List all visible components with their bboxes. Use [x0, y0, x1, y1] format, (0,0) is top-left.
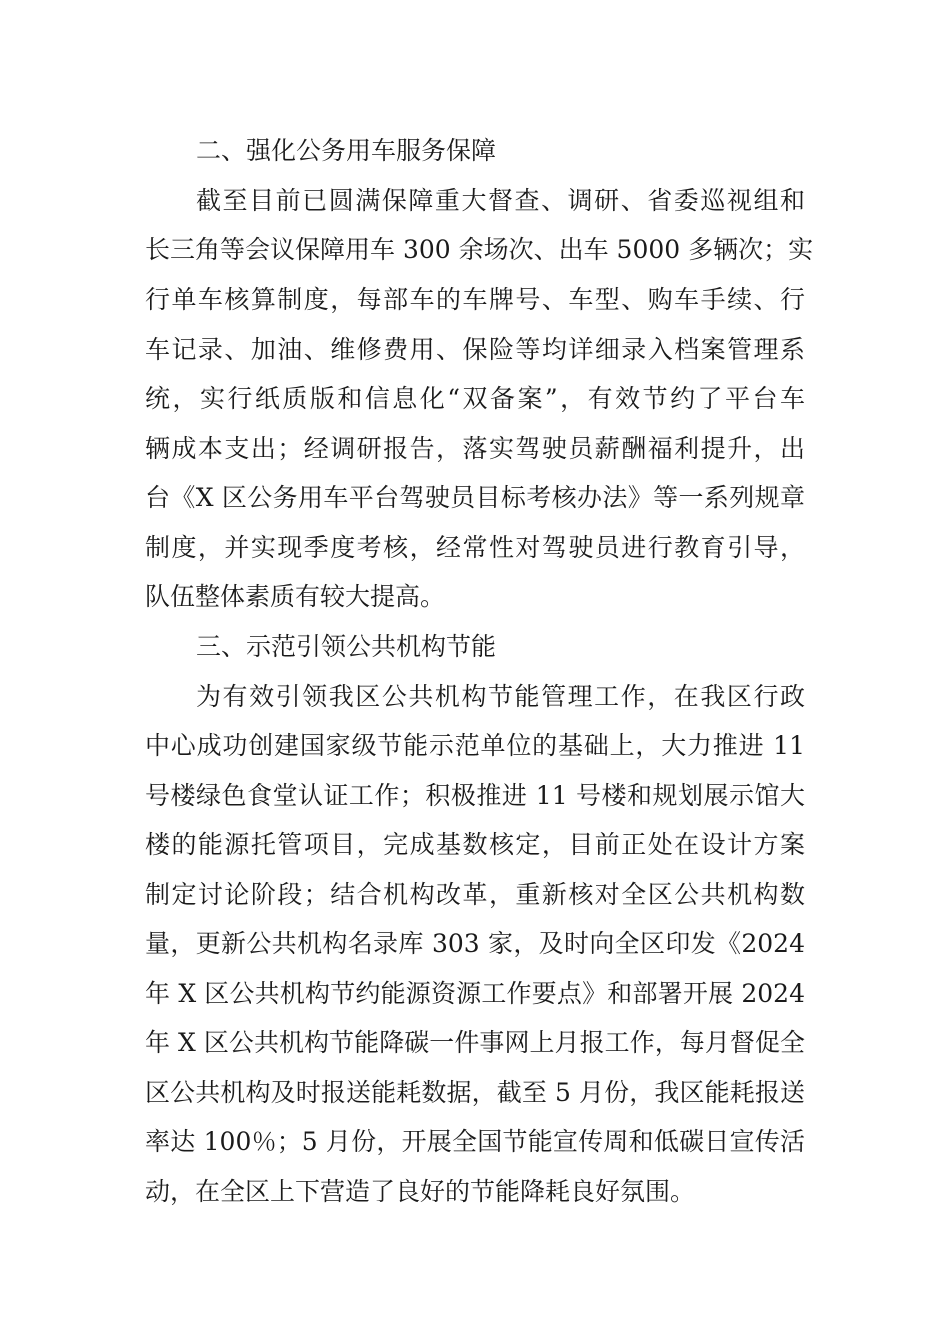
section-heading: 二、强化公务用车服务保障 — [196, 136, 497, 165]
paragraph-line: 行单车核算制度，每部车的车牌号、车型、购车手续、行 — [145, 285, 805, 314]
paragraph-line: 辆成本支出；经调研报告，落实驾驶员薪酬福利提升，出 — [145, 434, 805, 463]
paragraph-line: 截至目前已圆满保障重大督查、调研、省委巡视组和 — [196, 186, 805, 215]
paragraph-line: 车记录、加油、维修费用、保险等均详细录入档案管理系 — [145, 335, 805, 364]
paragraph-line: 动，在全区上下营造了良好的节能降耗良好氛围。 — [145, 1177, 696, 1206]
paragraph-line: 中心成功创建国家级节能示范单位的基础上，大力推进 11 — [145, 731, 805, 760]
paragraph-line: 为有效引领我区公共机构节能管理工作，在我区行政 — [196, 682, 805, 711]
paragraph-line: 长三角等会议保障用车 300 余场次、出车 5000 多辆次；实 — [145, 235, 814, 264]
paragraph-line: 年 X 区公共机构节能降碳一件事网上月报工作，每月督促全 — [145, 1028, 805, 1057]
paragraph-line: 年 X 区公共机构节约能源资源工作要点》和部署开展 2024 — [145, 979, 805, 1008]
paragraph-line: 区公共机构及时报送能耗数据，截至 5 月份，我区能耗报送 — [145, 1078, 805, 1107]
paragraph-line: 量，更新公共机构名录库 303 家，及时向全区印发《2024 — [145, 929, 805, 958]
paragraph-line: 率达 100％；5 月份，开展全国节能宣传周和低碳日宣传活 — [145, 1127, 805, 1156]
paragraph-line: 统，实行纸质版和信息化“双备案”，有效节约了平台车 — [145, 384, 805, 413]
paragraph-line: 队伍整体素质有较大提高。 — [145, 582, 446, 611]
paragraph-line: 楼的能源托管项目，完成基数核定，目前正处在设计方案 — [145, 830, 805, 859]
paragraph-line: 号楼绿色食堂认证工作；积极推进 11 号楼和规划展示馆大 — [145, 781, 805, 810]
paragraph-line: 台《X 区公务用车平台驾驶员目标考核办法》等一系列规章 — [145, 483, 805, 512]
paragraph-line: 制度，并实现季度考核，经常性对驾驶员进行教育引导， — [145, 533, 805, 562]
paragraph-line: 制定讨论阶段；结合机构改革，重新核对全区公共机构数 — [145, 880, 805, 909]
section-heading: 三、示范引领公共机构节能 — [196, 632, 497, 661]
